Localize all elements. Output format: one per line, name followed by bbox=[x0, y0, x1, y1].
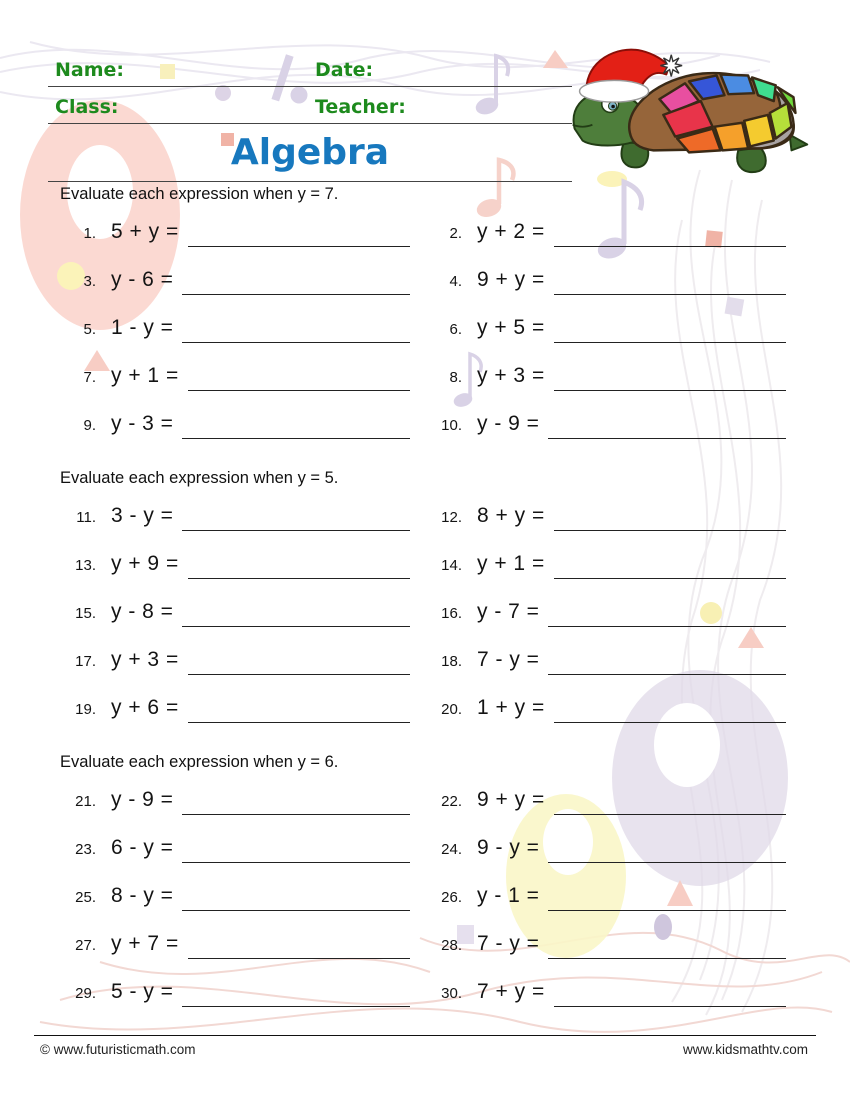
problem-number: 3. bbox=[83, 273, 96, 290]
problem-row bbox=[426, 824, 792, 872]
problem-number: 14. bbox=[441, 557, 462, 574]
name-label: Name: bbox=[55, 59, 125, 81]
problem-row bbox=[426, 400, 792, 448]
problem-row bbox=[426, 872, 792, 920]
problem-row bbox=[426, 588, 792, 636]
problem-expression: 9 + y = bbox=[477, 788, 545, 811]
problem-expression: y + 2 = bbox=[477, 220, 545, 243]
problem-expression: y + 7 = bbox=[111, 932, 179, 955]
problem-row bbox=[60, 776, 426, 824]
answer-blank bbox=[188, 674, 410, 675]
problem-expression: y - 9 = bbox=[477, 412, 540, 435]
footer-copyright: © www.futuristicmath.com bbox=[40, 1042, 196, 1057]
problem-row bbox=[60, 400, 426, 448]
class-teacher-line bbox=[48, 123, 572, 124]
problem-row bbox=[60, 208, 426, 256]
answer-blank bbox=[548, 862, 786, 863]
problem-number: 5. bbox=[83, 321, 96, 338]
problem-expression: y - 3 = bbox=[111, 412, 174, 435]
problems-grid bbox=[60, 492, 792, 732]
problem-number: 11. bbox=[76, 509, 96, 526]
problem-expression: 7 + y = bbox=[477, 980, 545, 1003]
problem-expression: 5 + y = bbox=[111, 220, 179, 243]
answer-blank bbox=[188, 390, 410, 391]
problem-row bbox=[60, 920, 426, 968]
answer-blank bbox=[554, 530, 786, 531]
problem-number: 19. bbox=[75, 701, 96, 718]
problem-expression: y + 6 = bbox=[111, 696, 179, 719]
problem-row bbox=[426, 352, 792, 400]
problem-number: 4. bbox=[449, 273, 462, 290]
name-date-line bbox=[48, 86, 572, 87]
title-underline bbox=[48, 181, 572, 182]
problem-row bbox=[426, 256, 792, 304]
answer-blank bbox=[182, 626, 410, 627]
problem-section-2 bbox=[60, 468, 792, 732]
answer-blank bbox=[548, 958, 786, 959]
problem-expression: y - 1 = bbox=[477, 884, 540, 907]
footer-divider bbox=[34, 1035, 816, 1036]
problem-row bbox=[60, 588, 426, 636]
problem-number: 25. bbox=[75, 889, 96, 906]
answer-blank bbox=[182, 1006, 410, 1007]
answer-blank bbox=[554, 1006, 786, 1007]
answer-blank bbox=[554, 246, 786, 247]
answer-blank bbox=[548, 910, 786, 911]
problem-expression: 9 + y = bbox=[477, 268, 545, 291]
answer-blank bbox=[182, 294, 410, 295]
problem-row bbox=[60, 636, 426, 684]
problem-row bbox=[60, 352, 426, 400]
problem-number: 2. bbox=[449, 225, 462, 242]
problem-expression: y + 1 = bbox=[477, 552, 545, 575]
problem-expression: 1 + y = bbox=[477, 696, 545, 719]
problem-number: 27. bbox=[75, 937, 96, 954]
problems-grid bbox=[60, 208, 792, 448]
problem-section-1 bbox=[60, 184, 792, 448]
problem-number: 12. bbox=[441, 509, 462, 526]
problem-row bbox=[60, 968, 426, 1016]
problem-expression: 7 - y = bbox=[477, 648, 540, 671]
problem-number: 29. bbox=[75, 985, 96, 1002]
page-title: Algebra bbox=[230, 132, 390, 173]
problem-expression: 7 - y = bbox=[477, 932, 540, 955]
answer-blank bbox=[182, 910, 410, 911]
problem-number: 13. bbox=[75, 557, 96, 574]
problem-number: 22. bbox=[441, 793, 462, 810]
problem-expression: 1 - y = bbox=[111, 316, 174, 339]
problem-section-3 bbox=[60, 752, 792, 1016]
problems-grid bbox=[60, 776, 792, 1016]
hat-pom-star bbox=[660, 55, 682, 77]
problem-row bbox=[60, 540, 426, 588]
problem-row bbox=[426, 540, 792, 588]
problem-number: 28. bbox=[441, 937, 462, 954]
problem-number: 7. bbox=[83, 369, 96, 386]
problem-number: 24. bbox=[441, 841, 462, 858]
problem-number: 26. bbox=[441, 889, 462, 906]
problem-expression: y + 9 = bbox=[111, 552, 179, 575]
problem-number: 6. bbox=[449, 321, 462, 338]
teacher-label: Teacher: bbox=[315, 96, 406, 118]
problem-row bbox=[426, 492, 792, 540]
problem-number: 10. bbox=[441, 417, 462, 434]
problem-expression: 8 + y = bbox=[477, 504, 545, 527]
problem-number: 30. bbox=[441, 985, 462, 1002]
answer-blank bbox=[554, 342, 786, 343]
answer-blank bbox=[182, 342, 410, 343]
answer-blank bbox=[188, 958, 410, 959]
date-label: Date: bbox=[315, 59, 374, 81]
problem-number: 17. bbox=[75, 653, 96, 670]
problem-expression: 3 - y = bbox=[111, 504, 174, 527]
problem-expression: y + 1 = bbox=[111, 364, 179, 387]
problem-expression: 9 - y = bbox=[477, 836, 540, 859]
problem-number: 1. bbox=[83, 225, 96, 242]
problem-row bbox=[426, 968, 792, 1016]
problem-row bbox=[60, 492, 426, 540]
problem-expression: y - 8 = bbox=[111, 600, 174, 623]
answer-blank bbox=[182, 862, 410, 863]
problem-expression: y + 3 = bbox=[477, 364, 545, 387]
problem-number: 15. bbox=[75, 605, 96, 622]
problem-number: 20. bbox=[441, 701, 462, 718]
section-instruction: Evaluate each expression when y = 6. bbox=[60, 753, 339, 771]
problem-expression: 5 - y = bbox=[111, 980, 174, 1003]
footer-website: www.kidsmathtv.com bbox=[682, 1042, 808, 1057]
shell-scute bbox=[744, 115, 774, 147]
answer-blank bbox=[548, 626, 786, 627]
section-instruction: Evaluate each expression when y = 7. bbox=[60, 185, 339, 203]
section-instruction: Evaluate each expression when y = 5. bbox=[60, 469, 339, 487]
problem-row bbox=[426, 636, 792, 684]
problem-row bbox=[60, 872, 426, 920]
problem-row bbox=[426, 208, 792, 256]
problem-row bbox=[426, 684, 792, 732]
answer-blank bbox=[554, 722, 786, 723]
class-label: Class: bbox=[55, 96, 119, 118]
answer-blank bbox=[182, 814, 410, 815]
answer-blank bbox=[554, 390, 786, 391]
christmas-turtle-illustration bbox=[563, 38, 813, 176]
problem-row bbox=[60, 256, 426, 304]
answer-blank bbox=[554, 294, 786, 295]
problem-number: 21. bbox=[75, 793, 96, 810]
problem-expression: y - 9 = bbox=[111, 788, 174, 811]
answer-blank bbox=[188, 722, 410, 723]
problem-number: 23. bbox=[75, 841, 96, 858]
problem-number: 16. bbox=[441, 605, 462, 622]
problem-row bbox=[426, 776, 792, 824]
problem-row bbox=[60, 304, 426, 352]
answer-blank bbox=[182, 438, 410, 439]
problem-expression: 6 - y = bbox=[111, 836, 174, 859]
answer-blank bbox=[182, 530, 410, 531]
problem-expression: y - 6 = bbox=[111, 268, 174, 291]
problem-row bbox=[60, 824, 426, 872]
problem-expression: y + 5 = bbox=[477, 316, 545, 339]
problem-expression: y - 7 = bbox=[477, 600, 540, 623]
problem-number: 9. bbox=[83, 417, 96, 434]
problem-row bbox=[426, 304, 792, 352]
problem-expression: 8 - y = bbox=[111, 884, 174, 907]
problem-row bbox=[426, 920, 792, 968]
answer-blank bbox=[548, 674, 786, 675]
answer-blank bbox=[188, 246, 410, 247]
answer-blank bbox=[554, 578, 786, 579]
problem-number: 18. bbox=[441, 653, 462, 670]
answer-blank bbox=[548, 438, 786, 439]
turtle-back-leg bbox=[737, 147, 766, 172]
problem-row bbox=[60, 684, 426, 732]
problem-expression: y + 3 = bbox=[111, 648, 179, 671]
answer-blank bbox=[554, 814, 786, 815]
problems-area bbox=[60, 184, 792, 1036]
answer-blank bbox=[188, 578, 410, 579]
problem-number: 8. bbox=[449, 369, 462, 386]
